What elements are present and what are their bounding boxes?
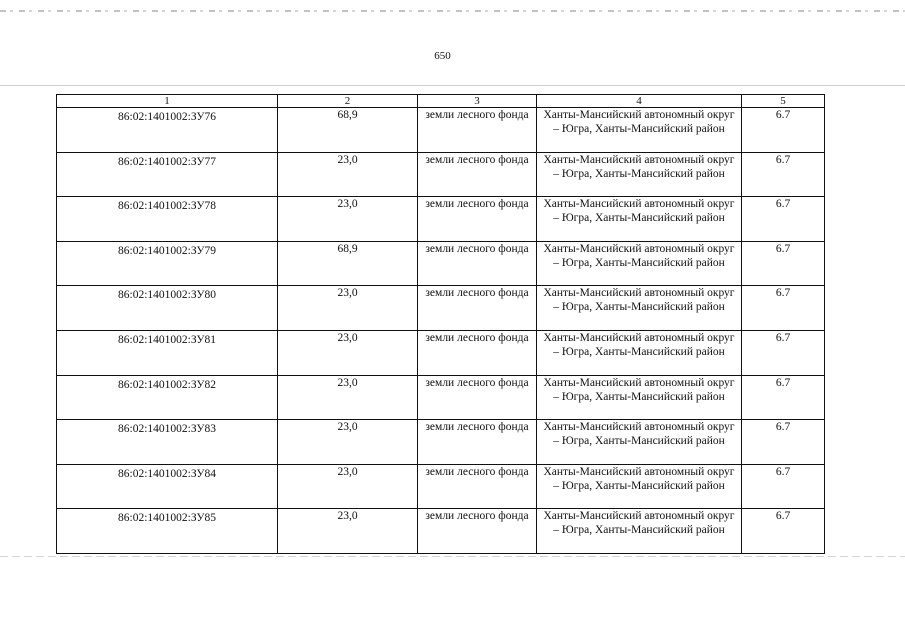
scan-artifact-line bbox=[0, 85, 905, 86]
cadastral-id-cell: 86:02:1401002:ЗУ85 bbox=[57, 509, 278, 554]
table-row bbox=[57, 286, 825, 331]
land-category-cell: земли лесного фонда bbox=[418, 108, 537, 153]
column-header: 3 bbox=[418, 95, 537, 108]
page-number: 650 bbox=[434, 50, 451, 62]
location-cell: Ханты-Мансийский автономный округ – Югра, Ханты-Мансийский район bbox=[537, 108, 742, 153]
cadastral-id-cell: 86:02:1401002:ЗУ84 bbox=[57, 464, 278, 509]
cadastral-id-cell: 86:02:1401002:ЗУ78 bbox=[57, 197, 278, 242]
column-header: 2 bbox=[278, 95, 418, 108]
area-cell: 68,9 bbox=[278, 108, 418, 153]
table-row bbox=[57, 241, 825, 286]
table-row bbox=[57, 152, 825, 197]
use-code-cell: 6.7 bbox=[742, 420, 825, 465]
land-category-cell: земли лесного фонда bbox=[418, 375, 537, 420]
location-cell: Ханты-Мансийский автономный округ – Югра, Ханты-Мансийский район bbox=[537, 509, 742, 554]
cadastral-id-cell: 86:02:1401002:ЗУ76 bbox=[57, 108, 278, 153]
table-row bbox=[57, 509, 825, 554]
table-row bbox=[57, 375, 825, 420]
scan-artifact-bottom bbox=[0, 556, 905, 557]
table-row bbox=[57, 197, 825, 242]
scan-artifact-top bbox=[0, 10, 905, 12]
column-header: 1 bbox=[57, 95, 278, 108]
use-code-cell: 6.7 bbox=[742, 464, 825, 509]
use-code-cell: 6.7 bbox=[742, 108, 825, 153]
land-category-cell: земли лесного фонда bbox=[418, 509, 537, 554]
area-cell: 68,9 bbox=[278, 241, 418, 286]
table-row bbox=[57, 330, 825, 375]
cadastral-id-cell: 86:02:1401002:ЗУ81 bbox=[57, 330, 278, 375]
use-code-cell: 6.7 bbox=[742, 152, 825, 197]
cadastral-id-cell: 86:02:1401002:ЗУ79 bbox=[57, 241, 278, 286]
land-category-cell: земли лесного фонда bbox=[418, 286, 537, 331]
cadastral-id-cell: 86:02:1401002:ЗУ80 bbox=[57, 286, 278, 331]
column-header: 4 bbox=[537, 95, 742, 108]
table-row bbox=[57, 464, 825, 509]
use-code-cell: 6.7 bbox=[742, 375, 825, 420]
cadastral-id-cell: 86:02:1401002:ЗУ77 bbox=[57, 152, 278, 197]
cadastral-id-cell: 86:02:1401002:ЗУ83 bbox=[57, 420, 278, 465]
use-code-cell: 6.7 bbox=[742, 241, 825, 286]
area-cell: 23,0 bbox=[278, 152, 418, 197]
land-category-cell: земли лесного фонда bbox=[418, 197, 537, 242]
use-code-cell: 6.7 bbox=[742, 197, 825, 242]
location-cell: Ханты-Мансийский автономный округ – Югра, Ханты-Мансийский район bbox=[537, 464, 742, 509]
area-cell: 23,0 bbox=[278, 197, 418, 242]
cadastral-id-cell: 86:02:1401002:ЗУ82 bbox=[57, 375, 278, 420]
location-cell: Ханты-Мансийский автономный округ – Югра, Ханты-Мансийский район bbox=[537, 375, 742, 420]
location-cell: Ханты-Мансийский автономный округ – Югра, Ханты-Мансийский район bbox=[537, 197, 742, 242]
location-cell: Ханты-Мансийский автономный округ – Югра, Ханты-Мансийский район bbox=[537, 241, 742, 286]
area-cell: 23,0 bbox=[278, 509, 418, 554]
land-category-cell: земли лесного фонда bbox=[418, 152, 537, 197]
use-code-cell: 6.7 bbox=[742, 330, 825, 375]
land-category-cell: земли лесного фонда bbox=[418, 241, 537, 286]
land-category-cell: земли лесного фонда bbox=[418, 464, 537, 509]
column-header: 5 bbox=[742, 95, 825, 108]
location-cell: Ханты-Мансийский автономный округ – Югра, Ханты-Мансийский район bbox=[537, 286, 742, 331]
land-category-cell: земли лесного фонда bbox=[418, 420, 537, 465]
area-cell: 23,0 bbox=[278, 420, 418, 465]
area-cell: 23,0 bbox=[278, 375, 418, 420]
table-header-row bbox=[57, 95, 825, 108]
land-category-cell: земли лесного фонда bbox=[418, 330, 537, 375]
location-cell: Ханты-Мансийский автономный округ – Югра, Ханты-Мансийский район bbox=[537, 152, 742, 197]
area-cell: 23,0 bbox=[278, 464, 418, 509]
use-code-cell: 6.7 bbox=[742, 286, 825, 331]
table-row bbox=[57, 420, 825, 465]
area-cell: 23,0 bbox=[278, 286, 418, 331]
use-code-cell: 6.7 bbox=[742, 509, 825, 554]
location-cell: Ханты-Мансийский автономный округ – Югра, Ханты-Мансийский район bbox=[537, 420, 742, 465]
table-row bbox=[57, 108, 825, 153]
area-cell: 23,0 bbox=[278, 330, 418, 375]
land-plots-table bbox=[56, 94, 825, 554]
location-cell: Ханты-Мансийский автономный округ – Югра, Ханты-Мансийский район bbox=[537, 330, 742, 375]
